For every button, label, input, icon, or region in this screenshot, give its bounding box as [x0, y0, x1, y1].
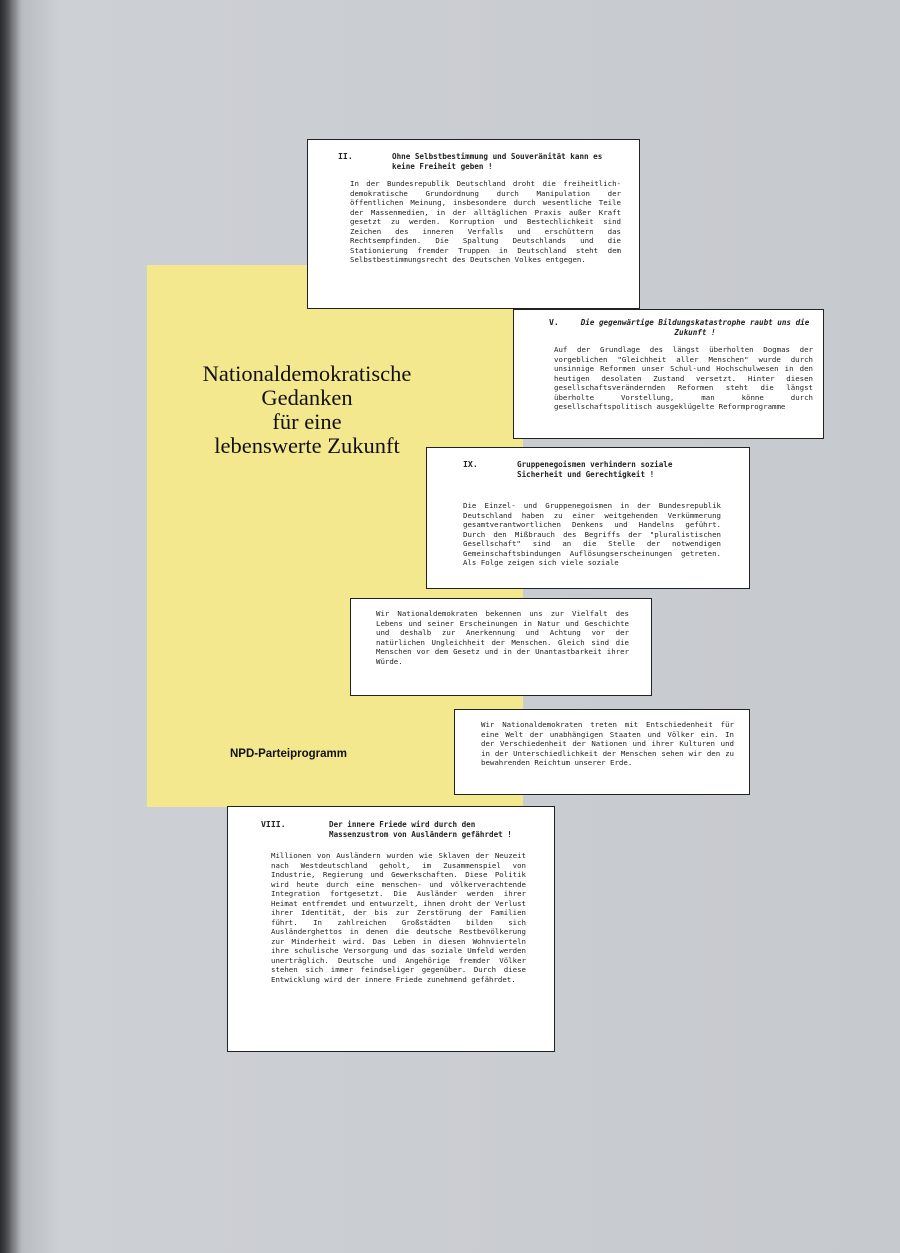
binding-edge-shadow	[0, 0, 18, 1253]
section-body: In der Bundesrepublik Deutschland droht die freiheitlich-demokratische Grundordnung durch Manipulation der öffentlichen Meinung, insbesondere durch wesentliche Teile der Massenmedien, in der alltäglichen Praxis außer Kraft gesetzt zu werden. Korruption und Bestechlichkeit sind Zeichen des inneren Verfalls und erschüttern das Rechtsempfinden. Die Spaltung Deutschlands und die Stationierung fremder Truppen in Deutschland steht dem Selbstbestimmungsrecht des Deutschen Volkes entgegen.	[350, 179, 621, 264]
cover-title-line: Gedanken	[261, 385, 353, 410]
section-number: IX.	[463, 459, 478, 469]
section-number: II.	[338, 151, 353, 161]
cover-subtitle: NPD-Parteiprogramm	[230, 748, 347, 760]
section-number: VIII.	[261, 819, 286, 829]
section-title: Der innere Friede wird durch den Massenzustrom von Ausländern gefährdet !	[329, 820, 512, 839]
section-title: Die gegenwärtige Bildungskatastrophe raubt uns die Zukunft !	[580, 318, 810, 337]
card-v	[513, 309, 824, 439]
section-body: Auf der Grundlage des längst überholten Dogmas der vorgeblichen "Gleichheit aller Menschen" wurde durch unsinnige Reformen unser Schul-und Hochschulwesen in den heutigen desolaten Zustand versetzt. Hinter diesen gesellschaftsverändernden Reformen steht die längst überholte Vorstellung, man könne durch gesellschaftspolitisch ausgeklügelte Reformprogramme	[554, 345, 813, 411]
section-title: Ohne Selbstbestimmung und Souveränität kann es keine Freiheit geben !	[392, 152, 603, 171]
cover-title	[162, 362, 452, 458]
cover-title-line: Nationaldemokratische	[202, 361, 412, 386]
section-body: Wir Nationaldemokraten bekennen uns zur Vielfalt des Lebens und seiner Erscheinungen in Natur und Geschichte und deshalb zur Anerkennung und Achtung vor der natürlichen Ungleichheit der Menschen. Gleich sind die Menschen vor dem Gesetz und in der Unantastbarkeit ihrer Würde.	[376, 609, 629, 666]
card-header	[463, 460, 721, 479]
card-welt	[454, 709, 750, 795]
section-title: Gruppenegoismen verhindern soziale Sicherheit und Gerechtigkeit !	[517, 460, 673, 479]
card-header	[549, 318, 813, 337]
card-vielfalt	[350, 598, 652, 696]
cover-title-line: für eine	[272, 409, 342, 434]
section-body: Millionen von Ausländern wurden wie Sklaven der Neuzeit nach Westdeutschland geholt, im Zusammenspiel von Industrie, Regierung und Gewerkschaften. Diese Politik wird heute durch eine menschen- und völkerverachtende Integration fortgesetzt. Die Ausländer werden ihrer Heimat entfremdet und entwurzelt, ihnen droht der Verlust ihrer Identität, der bis zur Zerstörung der Familien führt. In zahlreichen Großstädten bilden sich Ausländerghettos in denen die deutsche Restbevölkerung zur Minderheit wird. Das Leben in diesen Wohnvierteln ihre schulische Versorgung und das soziale Umfeld werden unerträglich. Deutsche und Angehörige fremder Völker stehen sich immer feindseliger gegenüber. Durch diese Entwicklung wird der innere Friede zunehmend gefährdet.	[271, 851, 526, 984]
section-number: V.	[549, 317, 559, 327]
section-body: Die Einzel- und Gruppenegoismen in der Bundesrepublik Deutschland haben zu einer weitgehenden Verkümmerung gesamtverantwortlichen Denkens und Handelns geführt. Durch den Mißbrauch des Begriffs der "pluralistischen Gesellschaft" sind an die Stelle der notwendigen Gemeinschaftsbindungen Auflösungserscheinungen getreten. Als Folge zeigen sich viele soziale	[463, 501, 721, 567]
card-ix	[426, 447, 750, 589]
card-header	[338, 152, 621, 171]
card-ii	[307, 139, 640, 309]
cover-title-line: lebenswerte Zukunft	[214, 433, 400, 458]
section-body: Wir Nationaldemokraten treten mit Entschiedenheit für eine Welt der unabhängigen Staaten und Völker ein. In der Verschiedenheit der Nationen und ihrer Kulturen und in der Unterschiedlichkeit der Menschen sehen wir den zu bewahrenden Reichtum unserer Erde.	[481, 720, 734, 767]
card-header	[261, 820, 526, 839]
card-viii	[227, 806, 555, 1052]
